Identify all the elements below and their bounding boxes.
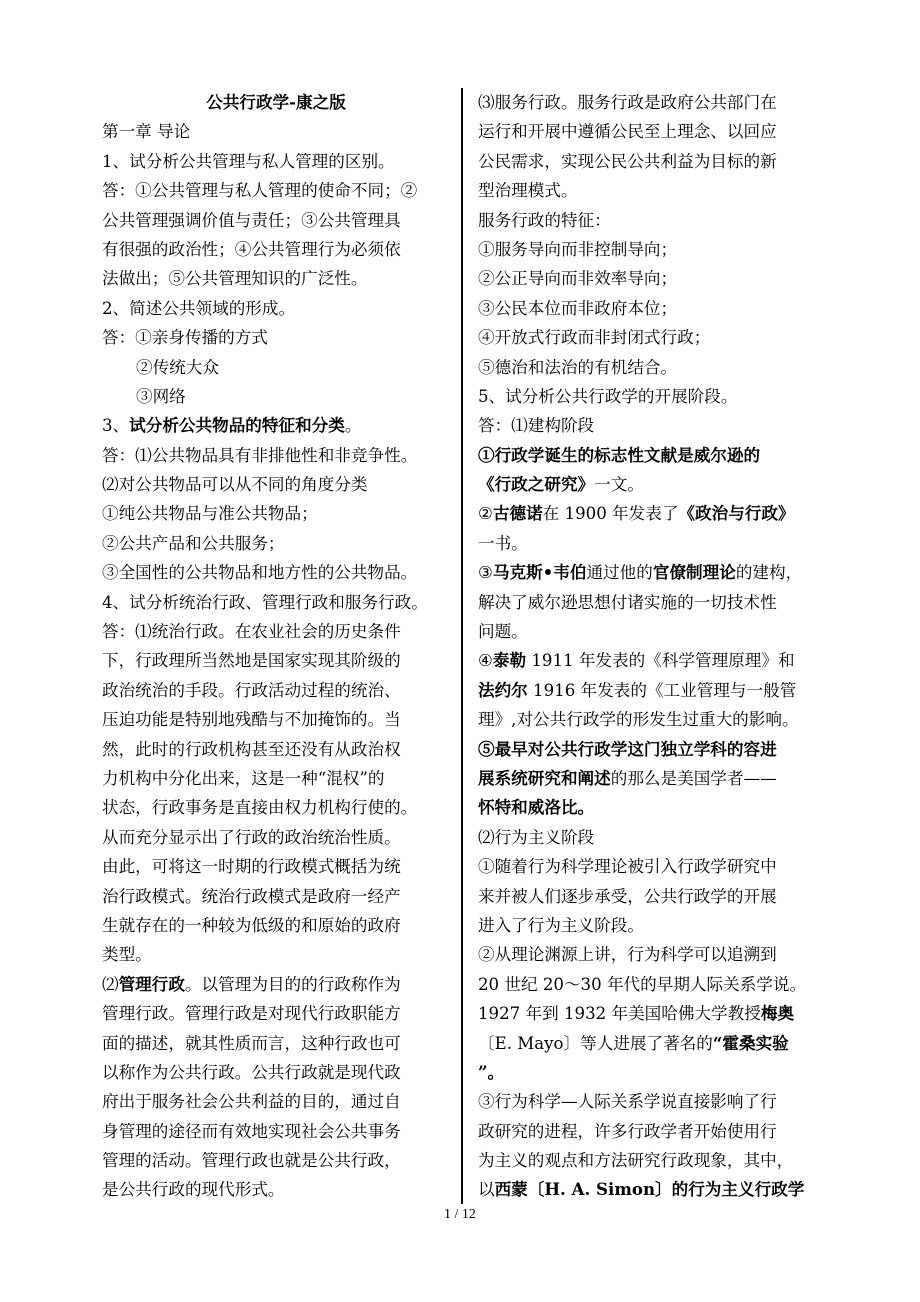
management-admin-line: ⑵管理行政。以管理为目的的行政称作为 (102, 973, 401, 994)
text-line: 面的描述，就其性质而言，这种行政也可 (102, 1033, 401, 1053)
text-line: 运行和开展中遵循公民至上理念、以回应 (478, 122, 777, 142)
text-line: 生就存在的一种较为低级的和原始的政府 (102, 915, 401, 935)
text-line: 从而充分显示出了行政的政治统治性质。 (102, 827, 401, 847)
text-line: 政研究的进程，许多行政学者开始使用行 (478, 1121, 777, 1141)
text-line: ①随着行为科学理论被引入行政学研究中 (478, 857, 777, 877)
text-line: 一书。 (478, 533, 528, 553)
wilson-line: ①行政学诞生的标志性文献是威尔逊的 (478, 444, 761, 465)
text-line: 有很强的政治性；④公共管理行为必须依 (102, 239, 401, 259)
text-line: ⑤德治和法治的有机结合。 (478, 357, 678, 377)
text-line: 公民需求，实现公民公共利益为目标的新 (478, 151, 777, 171)
text-line: 管理行政。管理行政是对现代行政职能方 (102, 1004, 401, 1024)
right-column (478, 88, 828, 1205)
text-line: ②传统大众 (136, 357, 219, 377)
text-line: 府出于服务社会公共利益的目的，通过自 (102, 1092, 401, 1112)
text-line: 公共管理强调价值与责任；③公共管理具 (102, 210, 401, 230)
text-line: 问题。 (478, 622, 528, 642)
text-line: 4、试分析统治行政、管理行政和服务行政。 (102, 592, 428, 612)
text-line: ⑤最早对公共行政学这门独立学科的容进 (478, 738, 777, 759)
text-line: ②从理论渊源上讲，行为科学可以追溯到 (478, 945, 777, 965)
text-line: 答：①亲身传播的方式 (102, 328, 268, 348)
fayol-line: 法约尔 1916 年发表的《工业管理与一般管 (478, 679, 797, 700)
text-line: 答：⑴建构阶段 (478, 416, 595, 436)
column-divider (461, 88, 463, 1204)
text-line: 来并被人们逐步承受，公共行政学的开展 (478, 886, 777, 906)
wilson-work-line: 《行政之研究》一文。 (478, 474, 644, 495)
text-line: 型治理模式。 (478, 181, 578, 201)
text-line: 答：①公共管理与私人管理的使命不同；② (102, 181, 418, 201)
text-line: 法做出；⑤公共管理知识的广泛性。 (102, 269, 368, 289)
text-line: 20 世纪 20～30 年代的早期人际关系学说。 (478, 974, 807, 994)
text-line: 身管理的途径而有效地实现社会公共事务 (102, 1121, 401, 1141)
text-line: 答：⑴统治行政。在农业社会的历史条件 (102, 622, 401, 642)
text-line: ③全国性的公共物品和地方性的公共物品。 (102, 563, 418, 583)
text-line: 状态，行政事务是直接由权力机构行使的。 (102, 798, 418, 818)
text-line: 理》,对公共行政学的形发生过重大的影响。 (478, 710, 799, 730)
question-3: 3、试分析公共物品的特征和分类。 (102, 415, 362, 436)
text-line: 怀特和威洛比。 (478, 797, 595, 818)
text-line: 然，此时的行政机构甚至还没有从政治权 (102, 739, 401, 759)
text-line: ①服务导向而非控制导向； (478, 239, 678, 259)
text-line: 压迫功能是特别地残酷与不加掩饰的。当 (102, 710, 401, 730)
text-line: ③公民本位而非政府本位； (478, 298, 678, 318)
text-line: 是公共行政的现代形式。 (102, 1180, 285, 1200)
text-line: 力机构中分化出来，这是一种“混权”的 (102, 768, 385, 788)
page-number: 1 / 12 (444, 1207, 476, 1222)
text-line: 类型。 (102, 945, 152, 965)
text-line: 为主义的观点和方法研究行政现象，其中， (478, 1151, 794, 1171)
text-line: 进入了行为主义阶段。 (478, 915, 644, 935)
taylor-line: ④泰勒 1911 年发表的《科学管理原理》和 (478, 650, 795, 671)
text-line: 治行政模式。统治行政模式是政府一经产 (102, 886, 401, 906)
text-line: ”。 (478, 1061, 505, 1082)
text-line: ①纯公共物品与准公共物品； (102, 504, 318, 524)
text-line: 由此，可将这一时期的行政模式概括为统 (102, 857, 401, 877)
text-line: 第一章 导论 (102, 122, 191, 142)
text-line: ②公正导向而非效率导向； (478, 269, 678, 289)
text-line: 2、简述公共领域的形成。 (102, 298, 296, 318)
text-line: 5、试分析公共行政学的开展阶段。 (478, 386, 738, 406)
weber-line: ③马克斯•韦伯通过他的官僚制理论的建构， (478, 562, 803, 583)
text-line: 服务行政的特征： (478, 210, 611, 230)
text-line: 答：⑴公共物品具有非排他性和非竞争性。 (102, 445, 418, 465)
left-column (102, 88, 450, 1205)
text-line: ⑵对公共物品可以从不同的角度分类 (102, 475, 368, 495)
text-line: 1、试分析公共管理与私人管理的区别。 (102, 151, 395, 171)
text-line: ⑶服务行政。服务行政是政府公共部门在 (478, 93, 777, 112)
text-line: 下，行政理所当然地是国家实现其阶级的 (102, 651, 401, 671)
text-line: 解决了威尔逊思想付诸实施的一切技术性 (478, 592, 777, 612)
text-line: ②公共产品和公共服务； (102, 533, 285, 553)
text-line: 政治统治的手段。行政活动过程的统治、 (102, 680, 401, 700)
text-line: ③行为科学—人际关系学说直接影响了行 (478, 1092, 777, 1112)
doc-title: 公共行政学-康之版 (206, 92, 346, 112)
text-line: 管理的活动。管理行政也就是公共行政， (102, 1151, 401, 1171)
simon-line: 以西蒙〔H. A. Simon〕的行为主义行政学 (478, 1179, 805, 1200)
text-line: 展系统研究和阐述的那么是美国学者—— (478, 767, 777, 788)
mayo-line: 1927 年到 1932 年美国哈佛大学教授梅奥 (478, 1003, 795, 1024)
text-line: 以称作为公共行政。公共行政就是现代政 (102, 1062, 401, 1082)
text-line: ⑵行为主义阶段 (478, 827, 595, 847)
text-line: ③网络 (136, 386, 186, 406)
hawthorne-line: 〔E. Mayo〕等人进展了著名的“霍桑实验 (478, 1032, 789, 1053)
goodnow-line: ②古德诺在 1900 年发表了《政治与行政》 (478, 503, 795, 524)
text-line: ④开放式行政而非封闭式行政； (478, 328, 711, 348)
